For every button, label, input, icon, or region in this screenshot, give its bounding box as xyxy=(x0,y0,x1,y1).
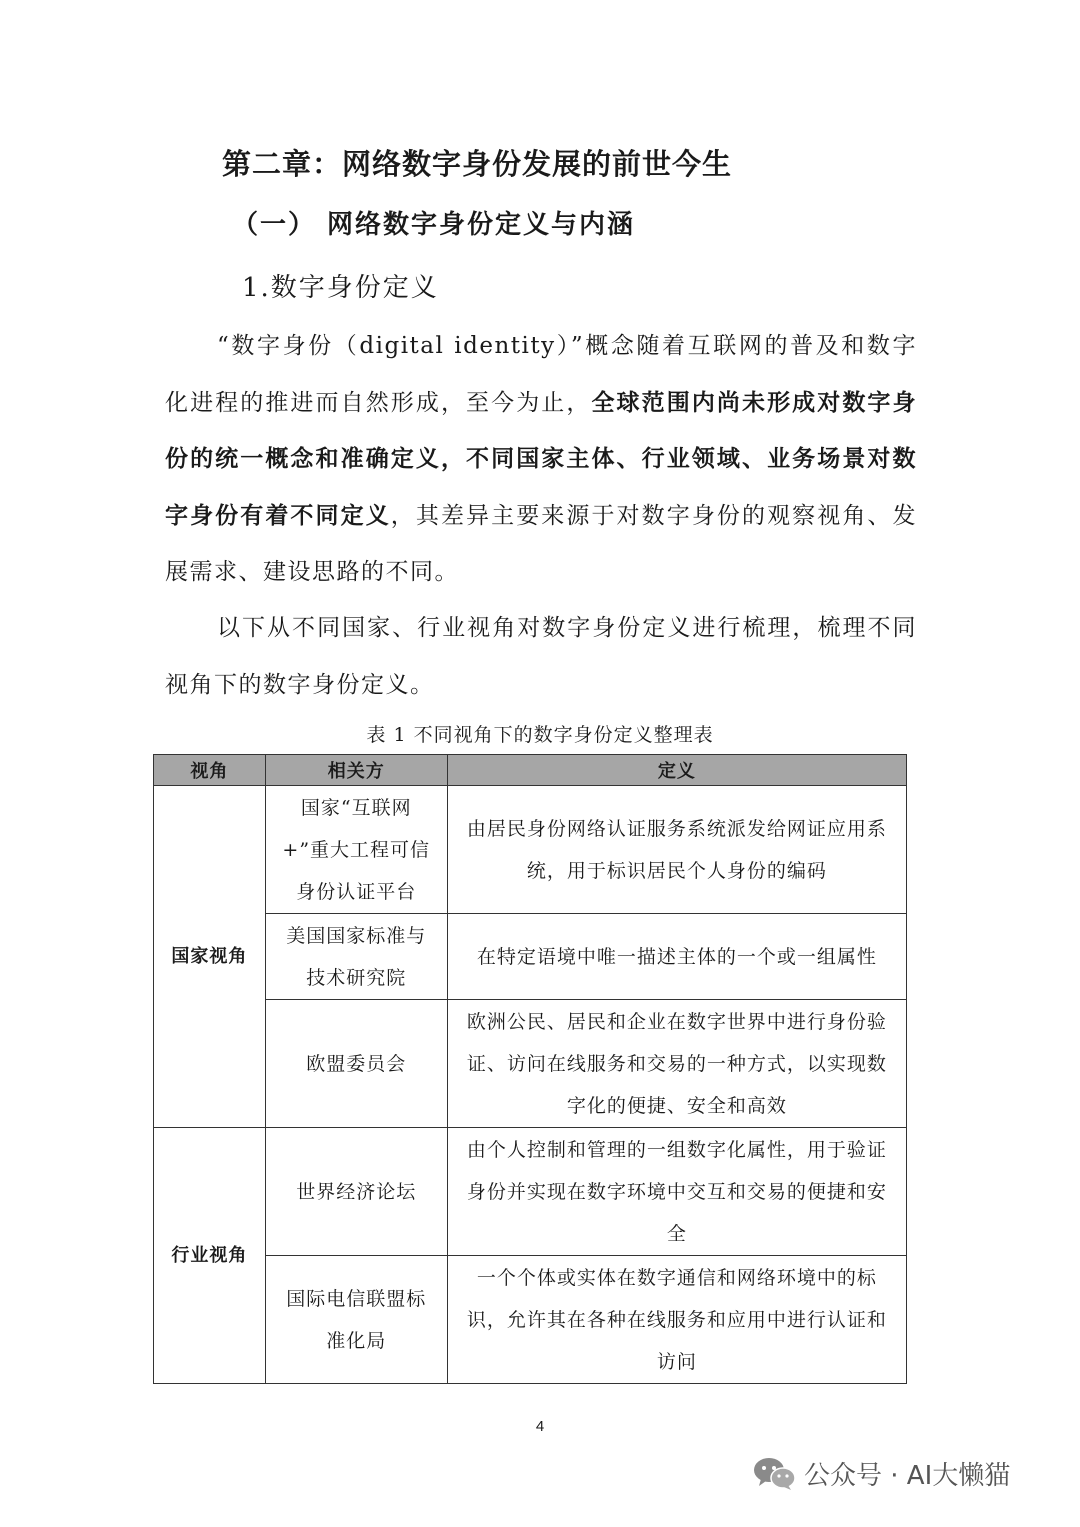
wechat-icon xyxy=(752,1456,796,1492)
header-party: 相关方 xyxy=(265,755,447,786)
table-row xyxy=(154,1128,907,1256)
view-cell: 国家视角 xyxy=(154,786,266,1128)
chapter-title: 第二章：网络数字身份发展的前世今生 xyxy=(222,147,733,181)
table-caption: 表 1 不同视角下的数字身份定义整理表 xyxy=(366,724,714,746)
table-row xyxy=(154,914,907,1000)
section-title: （一） 网络数字身份定义与内涵 xyxy=(232,210,636,240)
definition-cell: 由个人控制和管理的一组数字化属性，用于验证身份并实现在数字环境中交互和交易的便捷和安全 xyxy=(447,1128,906,1256)
watermark-text: 公众号 · AI大懒猫 xyxy=(804,1461,1011,1491)
paragraph1-bold: 全球范围内尚未形成对数字身份的统一概念和准确定义，不同国家主体、行业领域、业务场景对数字身份有着不同定义 xyxy=(165,389,918,529)
header-definition: 定义 xyxy=(447,755,906,786)
page-number: 4 xyxy=(535,1418,545,1435)
definition-cell: 由居民身份网络认证服务系统派发给网证应用系统，用于标识居民个人身份的编码 xyxy=(447,786,906,914)
definition-table xyxy=(153,754,907,1384)
table-header-row xyxy=(154,755,907,786)
paragraph1-part1: “数字身份（digital identity）”概念随着互联网的普及和数字化进程的推进而自然形成，至今为止， xyxy=(165,333,917,416)
definition-cell: 欧洲公民、居民和企业在数字世界中进行身份验证、访问在线服务和交易的一种方式，以实现数字化的便捷、安全和高效 xyxy=(447,1000,906,1128)
paragraph-definition xyxy=(165,318,917,601)
definition-cell: 在特定语境中唯一描述主体的一个或一组属性 xyxy=(447,914,906,1000)
view-cell: 行业视角 xyxy=(154,1128,266,1384)
party-cell: 国际电信联盟标准化局 xyxy=(265,1256,447,1384)
subsection-title: 1.数字身份定义 xyxy=(242,273,439,303)
party-cell: 美国国家标准与技术研究院 xyxy=(265,914,447,1000)
party-cell: 世界经济论坛 xyxy=(265,1128,447,1256)
table-row xyxy=(154,786,907,914)
definition-cell: 一个个体或实体在数字通信和网络环境中的标识，允许其在各种在线服务和应用中进行认证和访问 xyxy=(447,1256,906,1384)
party-cell: 国家“互联网+”重大工程可信身份认证平台 xyxy=(265,786,447,914)
paragraph-intro: 以下从不同国家、行业视角对数字身份定义进行梳理，梳理不同视角下的数字身份定义。 xyxy=(165,615,917,698)
paragraph1-part2: ，其差异主要来源于对数字身份的观察视角、发展需求、建设思路的不同。 xyxy=(165,502,918,585)
table-row xyxy=(154,1000,907,1128)
party-cell: 欧盟委员会 xyxy=(265,1000,447,1128)
header-view: 视角 xyxy=(154,755,266,786)
watermark xyxy=(752,1455,1010,1492)
table-row xyxy=(154,1256,907,1384)
